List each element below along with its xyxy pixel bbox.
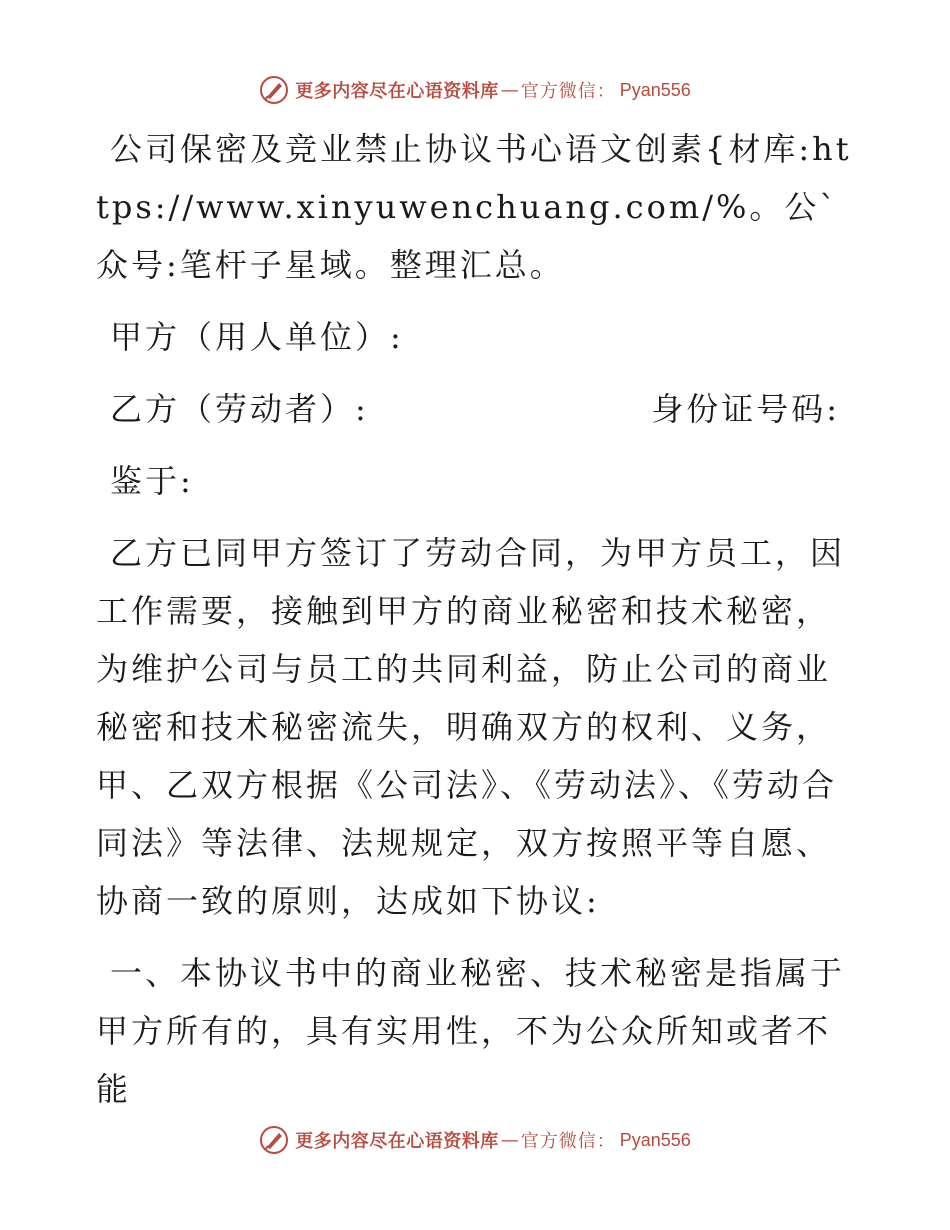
quill-pen-icon bbox=[259, 1125, 289, 1155]
clause-1-paragraph: 一、本协议书中的商业秘密、技术秘密是指属于甲方所有的，具有实用性，不为公众所知或者不能 bbox=[96, 954, 846, 1108]
header-banner bbox=[0, 70, 950, 110]
document-body bbox=[96, 120, 856, 1118]
party-b-row bbox=[96, 380, 840, 438]
footer-banner-title: 更多内容尽在心语资料库 bbox=[295, 1131, 499, 1152]
preamble-paragraph: 乙方已同甲方签订了劳动合同，为甲方员工，因工作需要，接触到甲方的商业秘密和技术秘密，为维护公司与员工的共同利益，防止公司的商业秘密和技术秘密流失，明确双方的权利、义务，甲、乙双方根据《公司法》、《劳动法》、《劳动合同法》等法律、法规规定，双方按照平等自愿、协商一致的原则，达成如下协议: bbox=[96, 534, 846, 920]
footer-banner-wechat-label: 官方微信： bbox=[520, 1131, 616, 1152]
banner-wechat-id: Pyan556 bbox=[619, 79, 691, 100]
footer-banner-dash: — bbox=[500, 1129, 519, 1151]
footer-banner-wechat-id: Pyan556 bbox=[619, 1129, 691, 1150]
footer-banner bbox=[0, 1120, 950, 1160]
id-number-label: 身份证号码: bbox=[651, 390, 840, 428]
quill-pen-icon bbox=[259, 75, 289, 105]
banner-title: 更多内容尽在心语资料库 bbox=[295, 81, 499, 102]
whereas-label: 鉴于: bbox=[110, 462, 194, 500]
document-title: 公司保密及竞业禁止协议书心语文创素{材库:https://www.xinyuwenchuang.com/%。公`众号:笔杆子星域。整理汇总。 bbox=[96, 130, 852, 284]
party-a-label: 甲方（用人单位）: bbox=[110, 318, 404, 356]
party-b-label: 乙方（劳动者）: bbox=[110, 390, 369, 428]
banner-wechat-label: 官方微信： bbox=[520, 81, 616, 102]
banner-dash: — bbox=[500, 79, 519, 101]
